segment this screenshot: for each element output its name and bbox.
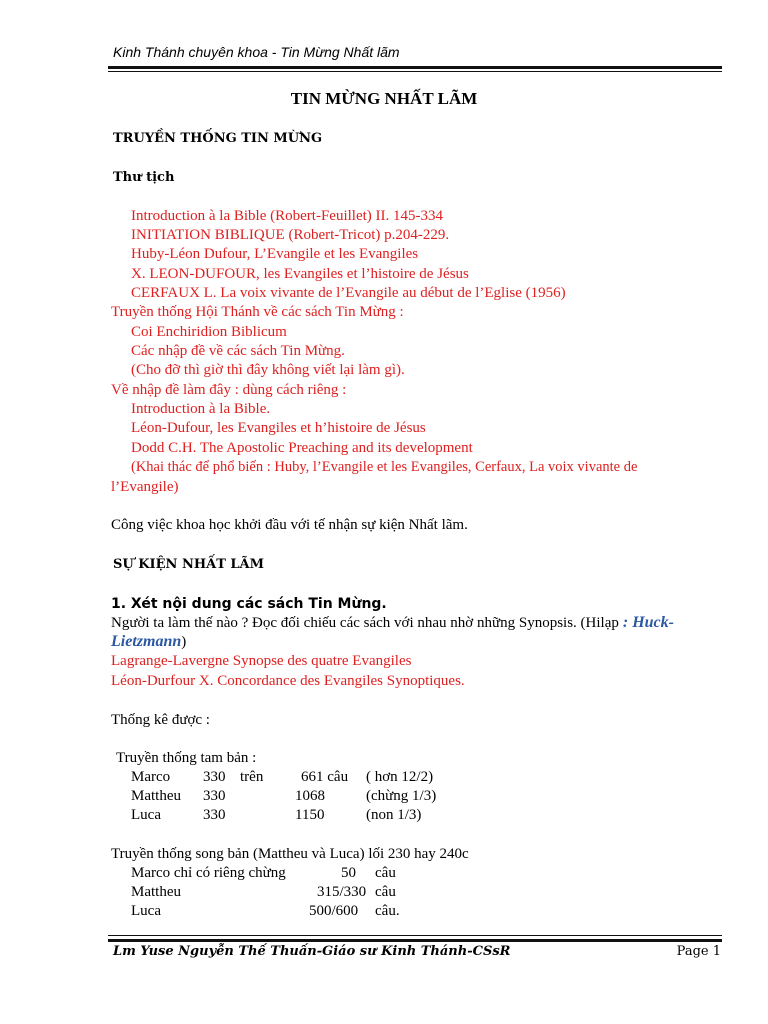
table-cell: 330 <box>203 788 226 804</box>
tradition-item: (Cho đỡ thì giờ thì đây không viết lại làm gì). <box>131 362 405 378</box>
footer-rule-thin <box>108 935 722 936</box>
synopsis-ref: : Huck- <box>618 614 674 631</box>
table-cell: 661 câu <box>301 769 349 785</box>
table-cell: Mattheu <box>131 788 181 804</box>
table-cell: 1068 <box>295 788 325 804</box>
footer-rule <box>108 939 722 942</box>
subsection-heading: 1. Xét nội dung các sách Tin Mừng. <box>111 596 387 612</box>
table-cell: câu <box>375 884 396 900</box>
ref-item: Huby-Léon Dufour, L’Evangile et les Evangiles <box>131 246 419 262</box>
intro-item: Introduction à la Bible. <box>131 401 271 417</box>
table-cell: 50 <box>341 865 356 881</box>
table-cell: Mattheu <box>131 884 181 900</box>
ref-item: X. LEON-DUFOUR, les Evangiles et l’histoire de Jésus <box>131 266 469 282</box>
table-cell: Luca <box>131 903 161 919</box>
concordance-ref: Léon-Durfour X. Concordance des Evangiles Synoptiques. <box>111 673 465 689</box>
page-number: Page 1 <box>676 944 721 959</box>
section-heading-tradition: TRUYỀN THỐNG TIN MỪNG <box>113 131 323 146</box>
paragraph-text: ) <box>181 634 187 650</box>
table-cell: 500/600 <box>309 903 359 919</box>
table-cell: ( hơn 12/2) <box>366 769 434 785</box>
table-cell: (non 1/3) <box>366 807 422 823</box>
header-rule <box>108 66 722 69</box>
closing-paragraph: Công việc khoa học khởi đầu với tế nhận sự kiện Nhất lãm. <box>111 517 468 533</box>
tradition-heading: Truyền thống Hội Thánh về các sách Tin Mừng : <box>111 304 404 320</box>
paragraph-synopsis <box>111 613 674 633</box>
document-title: TIN MỪNG NHẤT LÃM <box>290 89 478 108</box>
stats-heading: Thống kê được : <box>111 712 210 728</box>
triple-tradition-heading: Truyền thống tam bản : <box>116 750 257 766</box>
intro-item: Léon-Dufour, les Evangiles et h’histoire de Jésus <box>131 420 426 436</box>
footer-author: Lm Yuse Nguyễn Thế Thuấn-Giáo sư Kinh Thánh-CSsR <box>113 944 511 959</box>
double-tradition-heading: Truyền thống song bản (Mattheu và Luca) lối 230 hay 240c <box>111 846 469 862</box>
ref-item: Introduction à la Bible (Robert-Feuillet) II. 145-334 <box>131 208 444 224</box>
concordance-ref: Lagrange-Lavergne Synopse des quatre Evangiles <box>111 653 412 669</box>
ref-item: INITIATION BIBLIQUE (Robert-Tricot) p.204-229. <box>131 227 450 243</box>
table-cell: 315/330 <box>317 884 367 900</box>
ref-item: CERFAUX L. La voix vivante de l’Evangile au début de l’Eglise (1956) <box>131 285 566 301</box>
table-cell: 330 <box>203 769 226 785</box>
header-rule-thin <box>108 71 722 72</box>
intro-heading: Về nhập đề làm đây : dùng cách riêng : <box>111 382 347 398</box>
paragraph-synopsis-cont <box>111 632 186 652</box>
table-cell: 1150 <box>295 807 325 823</box>
paragraph-text: Người ta làm thế nào ? Đọc đối chiếu các sách với nhau nhờ những Synopsis. (Hilạp <box>111 615 619 631</box>
table-cell: 330 <box>203 807 226 823</box>
synopsis-ref-cont: Lietzmann <box>111 633 182 650</box>
table-cell: câu. <box>375 903 400 919</box>
table-cell: (chừng 1/3) <box>366 788 437 804</box>
tradition-item: Coi Enchiridion Biblicum <box>131 324 287 340</box>
table-cell: câu <box>375 865 396 881</box>
table-cell: Marco <box>131 769 171 785</box>
table-cell: trên <box>240 769 264 785</box>
section-heading-synoptic: SỰ KIỆN NHẤT LÃM <box>113 557 265 572</box>
intro-item: Dodd C.H. The Apostolic Preaching and its development <box>131 440 473 456</box>
tradition-item: Các nhập đề về các sách Tin Mừng. <box>131 343 345 359</box>
table-cell: Marco chỉ có riêng chừng <box>131 865 286 881</box>
bibliography-heading: Thư tịch <box>113 170 175 185</box>
intro-note: (Khai thác để phổ biến : Huby, l’Evangile et les Evangiles, Cerfaux, La voix vivante de <box>131 459 638 475</box>
intro-note-cont: l’Evangile) <box>111 479 179 495</box>
table-cell: Luca <box>131 807 161 823</box>
running-header: Kinh Thánh chuyên khoa - Tin Mừng Nhất lãm <box>113 44 400 60</box>
